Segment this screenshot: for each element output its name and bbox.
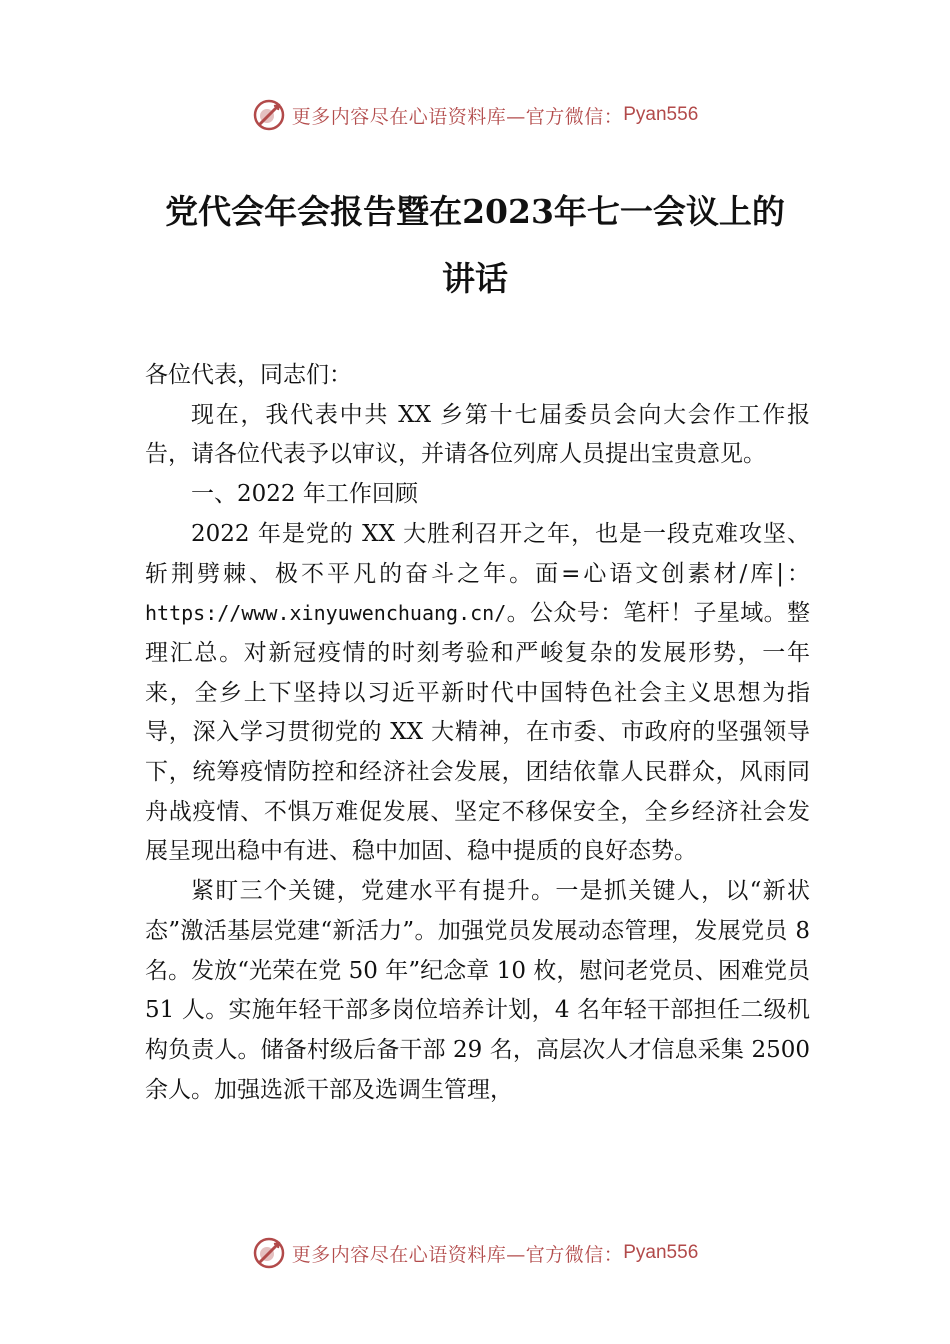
paragraph-intro: 现在，我代表中共 XX 乡第十七届委员会向大会作工作报告，请各位代表予以审议，并请各位列席人员提出宝贵意见。 [145, 401, 810, 468]
source-url-link[interactable]: https://www.xinyuwenchuang.cn/ [145, 601, 507, 626]
logo-icon [252, 1236, 286, 1270]
paragraph-review [145, 515, 810, 872]
watermark-text: 更多内容尽在心语资料库—官方微信： [291, 1243, 624, 1266]
watermark-banner-top [0, 95, 950, 135]
document-title-line1: 党代会年会报告暨在2023年七一会议上的 [165, 192, 785, 231]
document-body [145, 356, 810, 1110]
section-heading: 一、2022 年工作回顾 [191, 481, 418, 508]
document-title-line2: 讲话 [442, 259, 508, 298]
watermark-text: 更多内容尽在心语资料库—官方微信： [291, 105, 624, 128]
watermark-wechat-id: Pyan556 [623, 104, 699, 125]
paragraph-review-text-b: 。公众号：笔杆！子星域。整理汇总。对新冠疫情的时刻考验和严峻复杂的发展形势，一年来，全乡上下坚持以习近平新时代中国特色社会主义思想为指导，深入学习贯彻党的 XX 大精神，在市委、市政府的坚强领导下，统筹疫情防控和经济社会发展，团结依靠人民群众，风雨同舟战疫情、不惧万难促发展、坚定不移保安全，全乡经济社会发展呈现出稳中有进、稳中加固、稳中提质的良好态势。 [145, 600, 810, 865]
logo-icon [252, 98, 286, 132]
watermark-banner-bottom [0, 1233, 950, 1273]
watermark-wechat-id: Pyan556 [623, 1242, 699, 1263]
paragraph-review-text-a: 2022 年是党的 XX 大胜利召开之年，也是一段克难攻坚、斩荆劈棘、极不平凡的奋斗之年。面=心语文创素材/库|： [145, 520, 810, 587]
paragraph-party-building: 紧盯三个关键，党建水平有提升。一是抓关键人，以“新状态”激活基层党建“新活力”。加强党员发展动态管理，发展党员 8 名。发放“光荣在党 50 年”纪念章 10 枚，慰问老党员、困难党员 51 人。实施年轻干部多岗位培养计划，4 名年轻干部担任二级机构负责人。储备村级后备干部 29 名，高层次人才信息采集 2500 余人。加强选派干部及选调生管理， [145, 878, 810, 1103]
salutation: 各位代表，同志们： [145, 362, 352, 388]
